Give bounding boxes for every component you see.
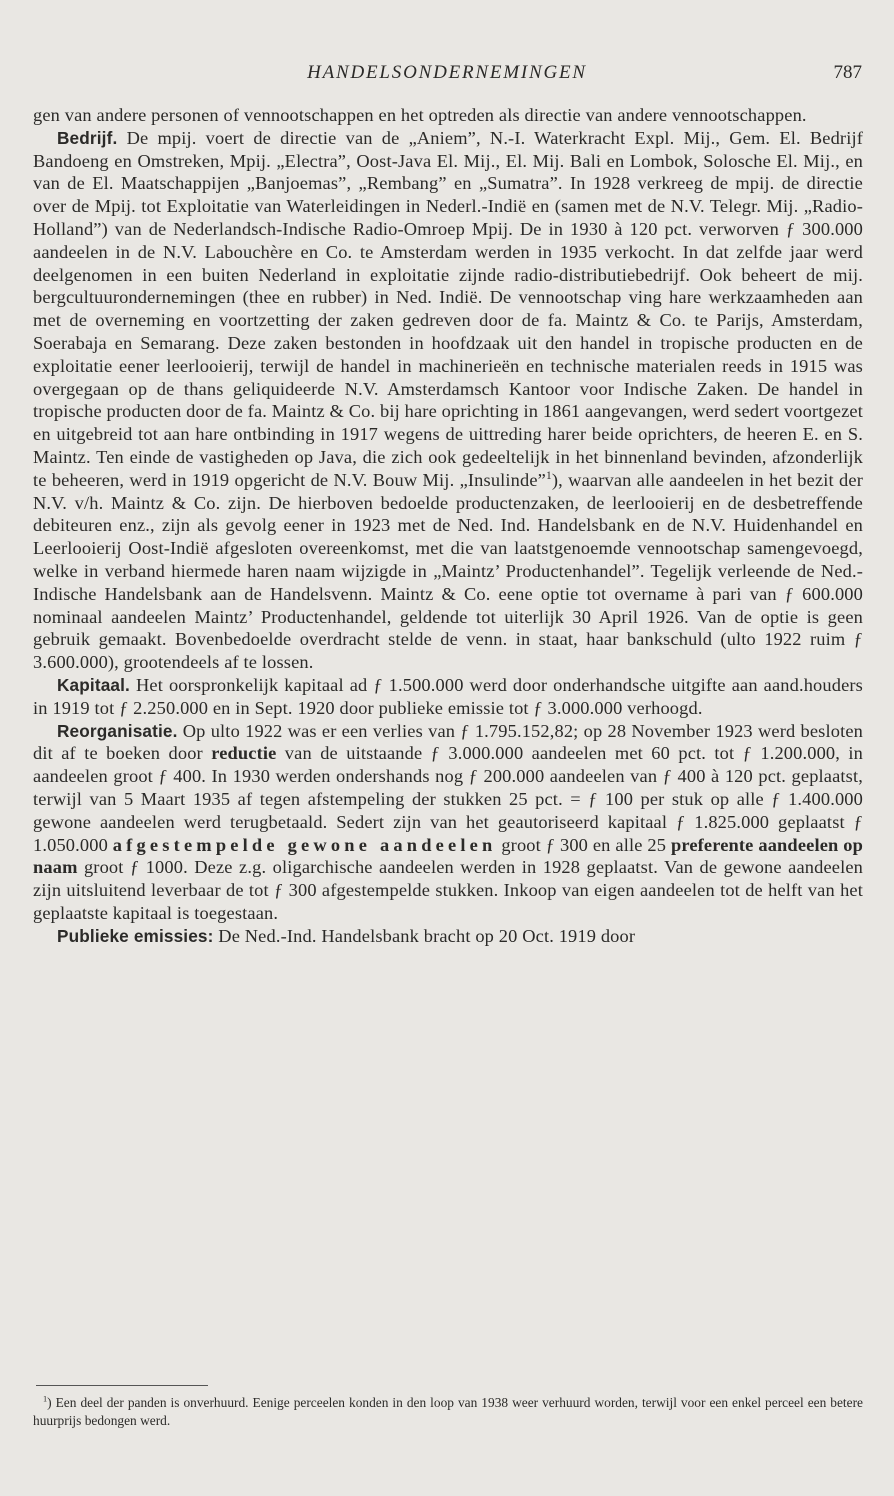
paragraph-publieke-emissies [33,925,863,948]
section-heading-publieke-emissies: Publieke emissies: [57,925,214,946]
paragraph-text: Op ulto 1922 was er een verlies van ƒ 1.795.152,82; op 28 November 1923 werd besloten dit af te boeken door [33,720,863,764]
paragraph-kapitaal [33,674,863,720]
paragraph-continuation [33,104,863,127]
bold-term-preferente: preferente aandeelen op naam [33,834,863,878]
paragraph-bedrijf [33,127,863,674]
section-heading-reorganisatie: Reorganisatie. [57,720,178,741]
footnote-marker: 1 [43,1394,48,1404]
paragraph-text: Het oorspronkelijk kapitaal ad ƒ 1.500.000 werd door onderhandsche uitgifte aan aand.houders in 1919 tot ƒ 2.250.000 en in Sept. 1920 door publieke emissie tot ƒ 3.000.000 verhoogd. [33,674,863,718]
paragraph-text: De mpij. voert de directie van de „Aniem”, N.-I. Waterkracht Expl. Mij., Gem. El. Bedrijf Bandoeng en Omstreken, Mpij. „Electra”, Oost-Java El. Mij., El. Mij. Bali en Lombok, Solosche El. Mij., en van de El. Maatschappijen „Banjoemas”, „Rembang” en „Sumatra”. In 1928 verkreeg de mpij. de directie over de Mpij. tot Exploitatie van Waterleidingen in Nederl.-Indië en (samen met de N.V. Telegr. Mij. „Radio-Holland”) van de Nederlandsch-Indische Radio-Omroep Mpij. De in 1930 à 120 pct. verworven ƒ 300.000 aandeelen in de N.V. Labouchère en Co. te Amsterdam werden in 1935 verkocht. In dat zelfde jaar werd deelgenomen in een buiten Nederland in exploitatie zijnde radio-distributiebedrijf. Ook beheert de mij. bergcultuurondernemingen (thee en rubber) in Ned. Indië. De vennootschap ving hare werkzaamheden aan met de overneming en voortzetting der zaken gedreven door de fa. Maintz & Co. te Parijs, Amsterdam, Soerabaja en Semarang. Deze zaken bestonden in hoofdzaak uit den handel in tropische producten en de exploitatie eener leerlooierij, terwijl de handel in machinerieën en technische materialen reeds in 1915 was overgegaan op de thans geliquideerde N.V. Amsterdamsch Kantoor voor Indische Zaken. De handel in tropische producten door de fa. Maintz & Co. bij hare oprichting in 1861 aangevangen, werd sedert voortgezet en uitgebreid tot aan hare ontbinding in 1917 wegens de uittreding harer beide oprichters, de heeren E. en S. Maintz. Ten einde de vastigheden op Java, die zich ook gedeeltelijk in het binnenland bevinden, afzonderlijk te beheeren, werd in 1919 opgericht de N.V. Bouw Mij. „Insulinde” [33,127,863,490]
paragraph-text: ), waarvan alle aandeelen in het bezit der N.V. v/h. Maintz & Co. zijn. De hierboven bedoelde productenzaken, de leerlooierij en de desbetreffende debiteuren enz., zijn als gevolg eener in 1923 met de Ned. Ind. Handelsbank en de N.V. Huidenhandel en Leerlooierij Oost-Indië afgesloten overeenkomst, met die van laatstgenoemde vennootschap samengevoegd, welke in verband hiermede haren naam wijzigde in „Maintz’ Productenhandel”. Tegelijk verleende de Ned.-Indische Handelsbank aan de Handelsvenn. Maintz & Co. eene optie tot overname à pari van ƒ 600.000 nominaal aandeelen Maintz’ Productenhandel, geldende tot uiterlijk 30 April 1926. Van de optie is geen gebruik gemaakt. Bovenbedoelde overdracht stelde de venn. in staat, haar bankschuld (ulto 1922 ruim ƒ 3.600.000), grootendeels af te lossen. [33,469,863,673]
footnote-reference: 1 [546,469,552,482]
page-number: 787 [833,62,862,83]
page-header [0,60,894,86]
spaced-term-afgestempelde: afgestempelde gewone aandeelen [112,834,497,855]
paragraph-text: De Ned.-Ind. Handelsbank bracht op 20 Oct. 1919 door [213,925,636,946]
running-title: HANDELSONDERNEMINGEN [307,62,587,83]
paragraph-reorganisatie [33,720,863,925]
paragraph-text: van de uitstaande ƒ 3.000.000 aandeelen met 60 pct. tot ƒ 1.200.000, in aandeelen groot ƒ 400. In 1930 werden ondershands nog ƒ 200.000 aandeelen van ƒ 400 à 120 pct. geplaatst, terwijl van 5 Maart 1935 af tegen afstempeling der stukken 25 pct. = ƒ 100 per stuk op alle ƒ 1.400.000 gewone aandeelen werd terugbetaald. Sedert zijn van het geautoriseerd kapitaal ƒ 1.825.000 geplaatst ƒ 1.050.000 [33,743,863,855]
section-heading-bedrijf: Bedrijf. [57,127,118,148]
paragraph-text: gen van andere personen of vennootschappen en het optreden als directie van andere vennootschappen. [33,105,807,125]
body-text [33,104,863,947]
paragraph-text: groot ƒ 1000. Deze z.g. oligarchische aandeelen werden in 1928 geplaatst. Van de gewone aandeelen zijn uitsluitend leverbaar de tot ƒ 300 afgestempelde stukken. Inkoop van eigen aandeelen tot de helft van het geplaatste kapitaal is toegestaan. [33,857,863,923]
paragraph-text: groot ƒ 300 en alle 25 [496,834,671,855]
bold-term-reductie: reductie [211,743,277,764]
footnotes [33,1394,863,1429]
footnote-item [33,1394,863,1429]
footnote-text: ) Een deel der panden is onverhuurd. Eenige perceelen konden in den loop van 1938 weer verhuurd worden, terwijl voor een enkel perceel een betere huurprijs bedongen werd. [33,1395,863,1428]
section-heading-kapitaal: Kapitaal. [57,674,130,695]
footnote-divider [36,1385,208,1386]
